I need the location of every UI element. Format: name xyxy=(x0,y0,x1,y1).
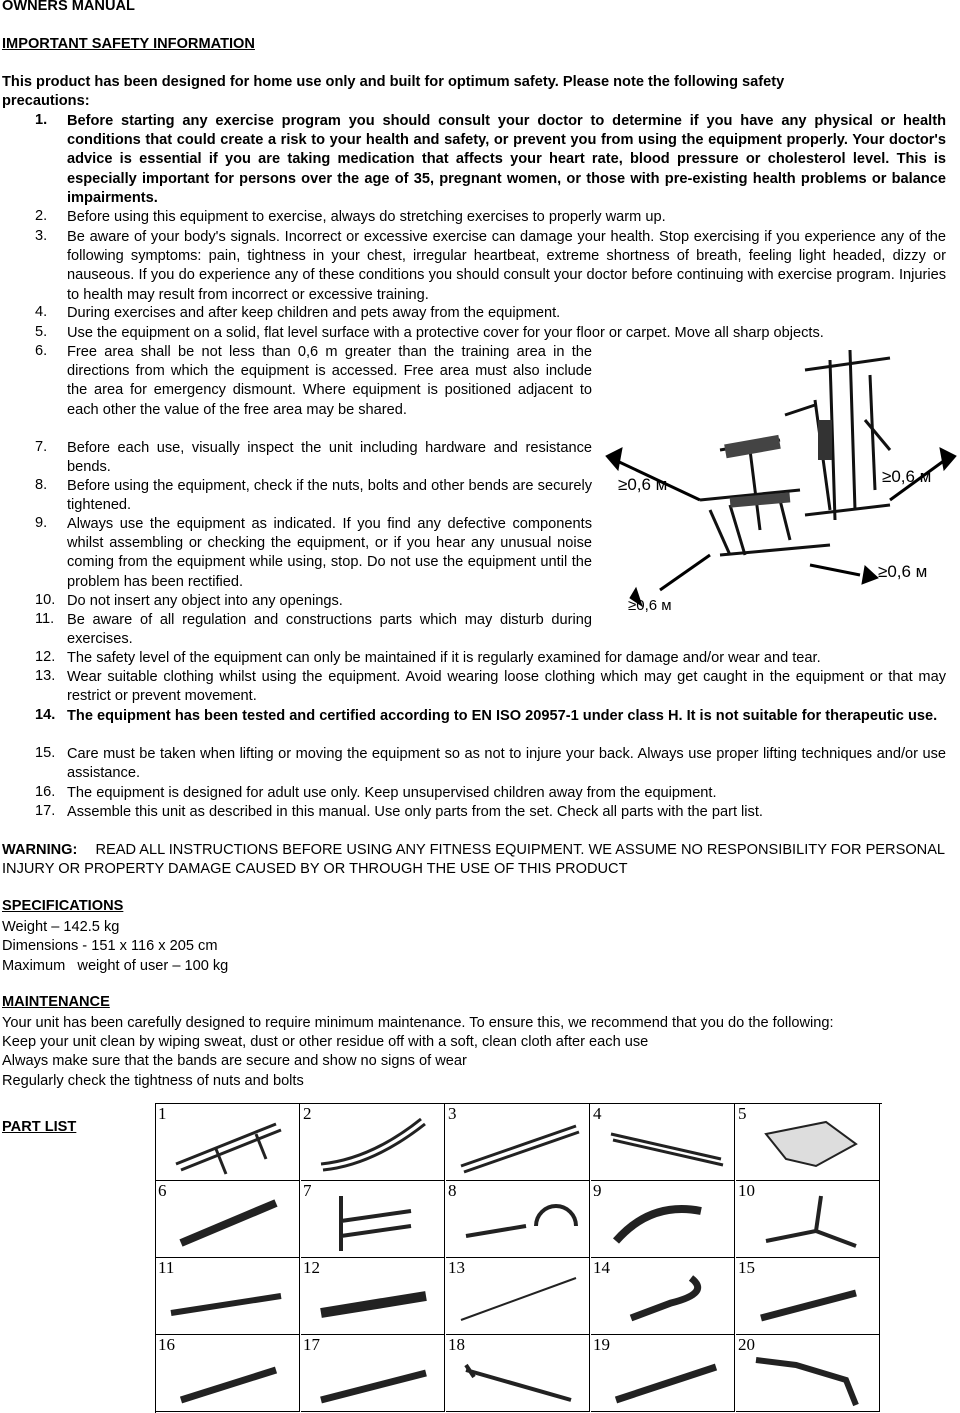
part-12-drawing xyxy=(301,1258,445,1335)
safety-item-3-number: 3. xyxy=(35,228,48,244)
safety-intro-line2: precautions: xyxy=(2,93,90,109)
part-number: 14 xyxy=(593,1258,610,1277)
part-cell-17 xyxy=(301,1335,445,1412)
safety-item-16: The equipment is designed for adult use only. Keep unsupervised children away from the equipment. xyxy=(67,785,717,801)
safety-item-1-number: 1. xyxy=(35,112,48,128)
free-area-label-bottom-left: ≥0,6 м xyxy=(628,597,672,614)
safety-item-9-number: 9. xyxy=(35,515,48,531)
part-4-drawing xyxy=(591,1104,735,1181)
part-number: 16 xyxy=(158,1335,175,1354)
safety-item-10: Do not insert any object into any openings. xyxy=(67,593,343,609)
safety-intro-line1: This product has been designed for home use only and built for optimum safety. Please note the following safety xyxy=(2,74,785,90)
safety-item-6-number: 6. xyxy=(35,343,48,359)
safety-item-14: The equipment has been tested and certified according to EN ISO 20957-1 under class H. It is not suitable for therapeutic use. xyxy=(67,708,938,724)
part-cell-12 xyxy=(301,1258,445,1335)
part-cell-18 xyxy=(446,1335,590,1412)
part-number: 10 xyxy=(738,1181,755,1200)
warning-block xyxy=(2,841,946,879)
part-cell-9 xyxy=(591,1181,735,1258)
safety-item-16-number: 16. xyxy=(35,784,56,800)
part-20-drawing xyxy=(736,1335,880,1412)
free-area-figure xyxy=(600,340,958,620)
part-number: 6 xyxy=(158,1181,167,1200)
part-11-drawing xyxy=(156,1258,300,1335)
part-19-drawing xyxy=(591,1335,735,1412)
part-number: 1 xyxy=(158,1104,167,1123)
part-number: 19 xyxy=(593,1335,610,1354)
safety-item-5-number: 5. xyxy=(35,324,48,340)
part-number: 12 xyxy=(303,1258,320,1277)
safety-item-12-number: 12. xyxy=(35,649,56,665)
part-number: 7 xyxy=(303,1181,312,1200)
safety-item-3: Be aware of your body's signals. Incorrect or excessive exercise can damage your health. Stop exercising if you experience any of the following symptoms: pain, tightness in your chest, irregular heartbeat, extreme shortness of breath, feeling light headed, dizzy or nauseous. If you do experience any of these conditions you should consult your doctor before continuing with exercise program. Injuries to health may result from incorrect or excessive training. xyxy=(67,229,946,303)
part-cell-2 xyxy=(301,1104,445,1181)
part-number: 17 xyxy=(303,1335,320,1354)
part-17-drawing xyxy=(301,1335,445,1412)
safety-item-4: During exercises and after keep children and pets away from the equipment. xyxy=(67,305,561,321)
part-3-drawing xyxy=(446,1104,590,1181)
part-number: 2 xyxy=(303,1104,312,1123)
part-6-drawing xyxy=(156,1181,300,1258)
safety-item-2: Before using this equipment to exercise, always do stretching exercises to properly warm up. xyxy=(67,209,666,225)
safety-item-6: Free area shall be not less than 0,6 m greater than the training area in the directions from which the equipment is accessed. Free area must also include the area for emergency dismount. Where equipment is positioned adjacent to each other the value of the free area may be shared. xyxy=(67,344,592,418)
part-cell-10 xyxy=(736,1181,880,1258)
safety-item-17-number: 17. xyxy=(35,803,56,819)
part-cell-14 xyxy=(591,1258,735,1335)
part-number: 5 xyxy=(738,1104,747,1123)
free-area-label-bottom-right: ≥0,6 м xyxy=(878,562,928,581)
safety-item-15: Care must be taken when lifting or moving the equipment so as not to injure your back. Always use proper lifting techniques and/or use assistance. xyxy=(67,746,946,782)
safety-item-2-number: 2. xyxy=(35,208,48,224)
part-cell-20 xyxy=(736,1335,880,1412)
part-15-drawing xyxy=(736,1258,880,1335)
part-cell-4 xyxy=(591,1104,735,1181)
part-cell-6 xyxy=(156,1181,300,1258)
safety-item-7: Before each use, visually inspect the unit including hardware and resistance bends. xyxy=(67,440,592,476)
part-list-grid xyxy=(155,1103,882,1413)
part-cell-3 xyxy=(446,1104,590,1181)
safety-item-11-number: 11. xyxy=(35,611,55,627)
warning-label: WARNING: xyxy=(2,842,78,858)
part-number: 11 xyxy=(158,1258,175,1277)
part-cell-8 xyxy=(446,1181,590,1258)
home-gym-illustration xyxy=(600,340,958,620)
safety-item-12: The safety level of the equipment can only be maintained if it is regularly examined for damage and/or wear and tear. xyxy=(67,650,821,666)
part-10-drawing xyxy=(736,1181,880,1258)
part-9-drawing xyxy=(591,1181,735,1258)
safety-item-11: Be aware of all regulation and constructions parts which may disturb during exercises. xyxy=(67,612,592,648)
part-number: 20 xyxy=(738,1335,755,1354)
part-number: 3 xyxy=(448,1104,457,1123)
part-18-drawing xyxy=(446,1335,590,1412)
page-title: OWNERS MANUAL xyxy=(2,0,135,14)
part-1-drawing xyxy=(156,1104,300,1181)
safety-item-14-number: 14. xyxy=(35,707,56,723)
safety-item-8: Before using the equipment, check if the nuts, bolts and other bends are securely tightened. xyxy=(67,478,592,514)
part-cell-5 xyxy=(736,1104,880,1181)
maintenance-line-3: Always make sure that the bands are secure and show no signs of wear xyxy=(2,1053,467,1069)
spec-weight: Weight – 142.5 kg xyxy=(2,919,120,935)
part-cell-19 xyxy=(591,1335,735,1412)
safety-item-13: Wear suitable clothing whilst using the equipment. Avoid wearing loose clothing which may get caught in the equipment or that may restrict or prevent movement. xyxy=(67,669,946,705)
safety-item-4-number: 4. xyxy=(35,304,48,320)
part-number: 8 xyxy=(448,1181,457,1200)
maintenance-heading: MAINTENANCE xyxy=(2,994,110,1010)
part-list-heading: PART LIST xyxy=(2,1119,77,1135)
safety-item-8-number: 8. xyxy=(35,477,48,493)
spec-dimensions: Dimensions - 151 x 116 x 205 cm xyxy=(2,938,218,954)
part-cell-11 xyxy=(156,1258,300,1335)
part-cell-7 xyxy=(301,1181,445,1258)
part-14-drawing xyxy=(591,1258,735,1335)
part-2-drawing xyxy=(301,1104,445,1181)
warning-text: READ ALL INSTRUCTIONS BEFORE USING ANY FITNESS EQUIPMENT. WE ASSUME NO RESPONSIBILITY FOR PERSONAL INJURY OR PROPERTY DAMAGE CAUSED BY OR THROUGH THE USE OF THIS PRODUCT xyxy=(2,842,945,878)
part-5-drawing xyxy=(736,1104,880,1181)
part-number: 13 xyxy=(448,1258,465,1277)
part-cell-16 xyxy=(156,1335,300,1412)
part-13-drawing xyxy=(446,1258,590,1335)
part-number: 4 xyxy=(593,1104,602,1123)
maintenance-line-1: Your unit has been carefully designed to require minimum maintenance. To ensure this, we recommend that you do the following: xyxy=(2,1015,834,1031)
safety-item-10-number: 10. xyxy=(35,592,56,608)
maintenance-line-2: Keep your unit clean by wiping sweat, dust or other residue off with a soft, clean cloth after each use xyxy=(2,1034,649,1050)
part-8-drawing xyxy=(446,1181,590,1258)
spec-max-user-weight: Maximum weight of user – 100 kg xyxy=(2,958,229,974)
safety-item-13-number: 13. xyxy=(35,668,56,684)
specifications-heading: SPECIFICATIONS xyxy=(2,898,124,914)
free-area-label-left: ≥0,6 м xyxy=(618,475,668,494)
part-cell-13 xyxy=(446,1258,590,1335)
safety-item-1: Before starting any exercise program you should consult your doctor to determine if you have any physical or health conditions that could create a risk to your health and safety, or prevent you from using the equipment properly. Your doctor's advice is essential if you are taking medication that affects your heart rate, blood pressure or cholesterol level. This is especially important for persons over the age of 35, pregnant women, or those with pre-existing health problems or balance impairments. xyxy=(67,113,946,206)
safety-item-7-number: 7. xyxy=(35,439,48,455)
part-7-drawing xyxy=(301,1181,445,1258)
safety-item-15-number: 15. xyxy=(35,745,56,761)
part-number: 18 xyxy=(448,1335,465,1354)
part-number: 9 xyxy=(593,1181,602,1200)
maintenance-line-4: Regularly check the tightness of nuts and bolts xyxy=(2,1073,304,1089)
safety-item-5: Use the equipment on a solid, flat level surface with a protective cover for your floor or carpet. Move all sharp objects. xyxy=(67,325,824,341)
part-cell-1 xyxy=(156,1104,300,1181)
free-area-label-right: ≥0,6 м xyxy=(882,467,932,486)
part-16-drawing xyxy=(156,1335,300,1412)
safety-item-17: Assemble this unit as described in this manual. Use only parts from the set. Check all parts with the part list. xyxy=(67,804,763,820)
part-cell-15 xyxy=(736,1258,880,1335)
safety-heading: IMPORTANT SAFETY INFORMATION xyxy=(2,36,255,52)
safety-item-9: Always use the equipment as indicated. If you find any defective components whilst assembling or checking the equipment, or if you hear any unusual noise coming from the equipment while using, stop. Do not use the equipment until the problem has been rectified. xyxy=(67,516,592,590)
part-number: 15 xyxy=(738,1258,755,1277)
